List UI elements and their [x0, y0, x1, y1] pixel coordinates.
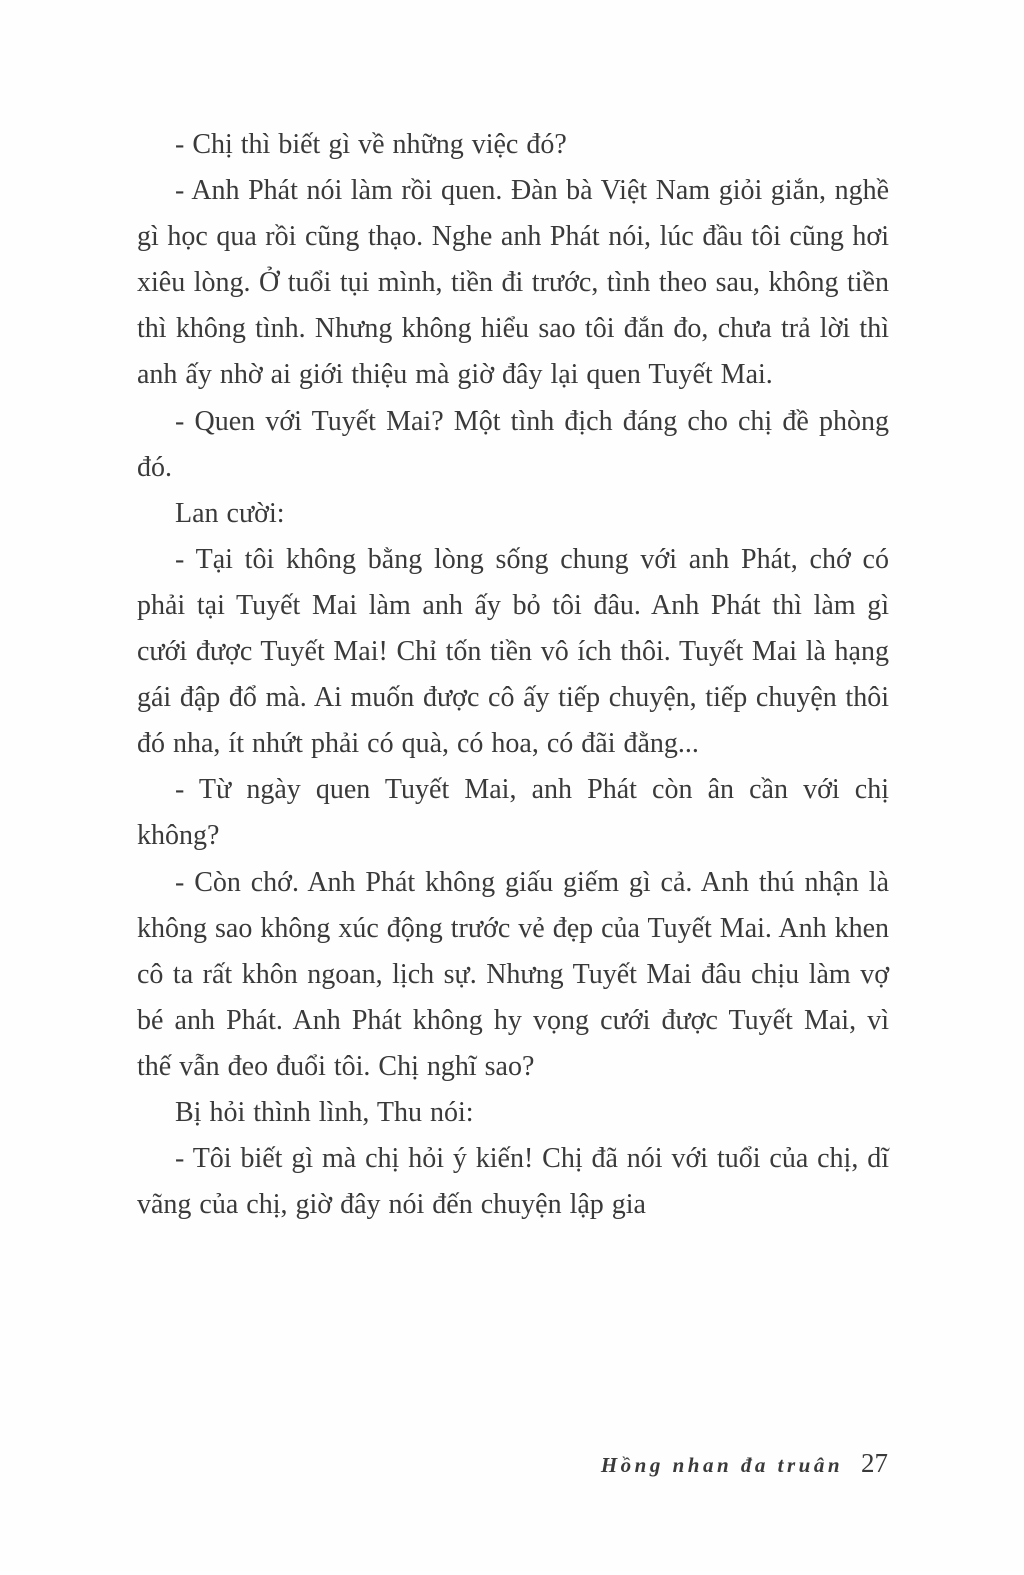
page-footer — [601, 1448, 888, 1479]
paragraph: - Quen với Tuyết Mai? Một tình địch đáng cho chị đề phòng đó. — [137, 405, 889, 483]
text-block — [137, 122, 889, 1228]
paragraph: - Anh Phát nói làm rồi quen. Đàn bà Việt Nam giỏi giắn, nghề gì học qua rồi cũng thạo. Nghe anh Phát nói, lúc đầu tôi cũng hơi xiêu lòng. Ở tuổi tụi mình, tiền đi trước, tình theo sau, không tiền thì không tình. Nhưng không hiểu sao tôi đắn đo, chưa trả lời thì anh ấy nhờ ai giới thiệu mà giờ đây lại quen Tuyết Mai. — [137, 175, 889, 391]
paragraph: - Còn chớ. Anh Phát không giấu giếm gì cả. Anh thú nhận là không sao không xúc động trước vẻ đẹp của Tuyết Mai. Anh khen cô ta rất khôn ngoan, lịch sự. Nhưng Tuyết Mai đâu chịu làm vợ bé anh Phát. Anh Phát không hy vọng cưới được Tuyết Mai, vì thế vẫn đeo đuổi tôi. Chị nghĩ sao? — [137, 866, 890, 1082]
paragraph: - Tôi biết gì mà chị hỏi ý kiến! Chị đã nói với tuổi của chị, dĩ vãng của chị, giờ đây nói đến chuyện lập gia — [137, 1143, 889, 1221]
paragraph: Bị hỏi thình lình, Thu nói: — [175, 1096, 474, 1128]
running-footer-title: Hồng nhan đa truân — [600, 1453, 843, 1477]
paragraph: - Từ ngày quen Tuyết Mai, anh Phát còn ân cần với chị không? — [137, 774, 889, 852]
page-number: 27 — [861, 1448, 888, 1478]
paragraph: - Chị thì biết gì về những việc đó? — [175, 129, 567, 160]
paragraph: - Tại tôi không bằng lòng sống chung với anh Phát, chớ có phải tại Tuyết Mai làm anh ấy bỏ tôi đâu. Anh Phát thì làm gì cưới được Tuyết Mai! Chỉ tốn tiền vô ích thôi. Tuyết Mai là hạng gái đập đổ mà. Ai muốn được cô ấy tiếp chuyện, tiếp chuyện thôi đó nha, ít nhứt phải có quà, có hoa, có đãi đằng... — [137, 543, 889, 760]
paragraph: Lan cười: — [175, 497, 285, 529]
